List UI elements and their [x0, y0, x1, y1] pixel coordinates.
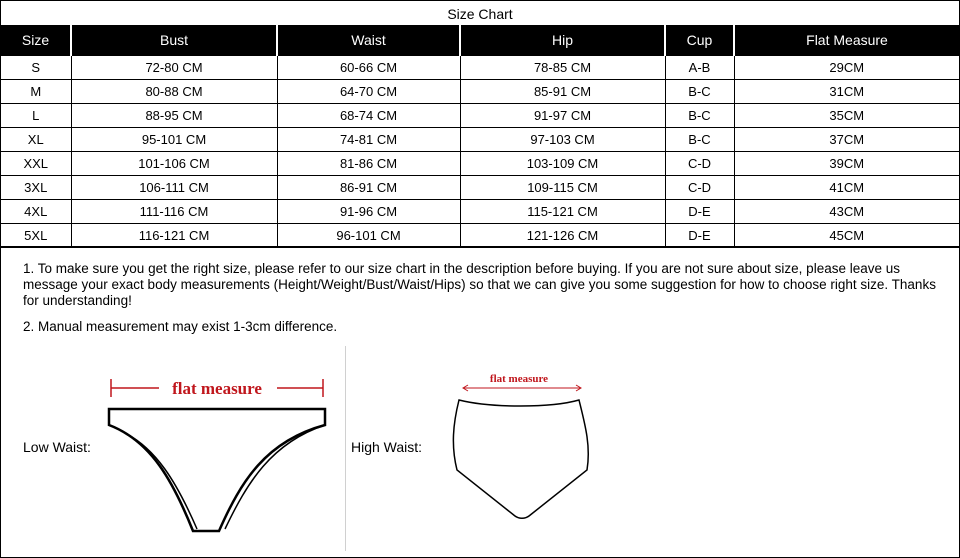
cell-size: XL [1, 128, 71, 152]
table-row [1, 56, 959, 80]
cell-flat-measure: 43CM [734, 200, 959, 224]
cell-flat-measure: 35CM [734, 104, 959, 128]
table-row [1, 152, 959, 176]
cell-cup: C-D [665, 152, 734, 176]
low-waist-brief-illustration [101, 371, 341, 541]
cell-flat-measure: 39CM [734, 152, 959, 176]
header-size: Size [1, 25, 71, 56]
cell-cup: B-C [665, 80, 734, 104]
cell-flat-measure: 45CM [734, 224, 959, 248]
table-row [1, 128, 959, 152]
cell-waist: 91-96 CM [277, 200, 460, 224]
illustration-divider [345, 346, 346, 551]
cell-bust: 101-106 CM [71, 152, 277, 176]
cell-bust: 111-116 CM [71, 200, 277, 224]
cell-size: 5XL [1, 224, 71, 248]
cell-hip: 103-109 CM [460, 152, 665, 176]
header-waist: Waist [277, 25, 460, 56]
cell-size: M [1, 80, 71, 104]
header-bust: Bust [71, 25, 277, 56]
cell-size: 3XL [1, 176, 71, 200]
header-cup: Cup [665, 25, 734, 56]
cell-flat-measure: 37CM [734, 128, 959, 152]
chart-title: Size Chart [447, 6, 513, 22]
low-waist-brief-outline [109, 409, 325, 531]
cell-waist: 86-91 CM [277, 176, 460, 200]
table-row [1, 200, 959, 224]
high-waist-brief-outline [453, 400, 588, 518]
cell-waist: 74-81 CM [277, 128, 460, 152]
notes-section [23, 261, 939, 345]
table-header-row [1, 25, 959, 56]
note-right-size: 1. To make sure you get the right size, please refer to our size chart in the description before buying. If you are not sure about size, please leave us message your exact body measurements (Height/Weight/Bust/Waist/Hips) so that we can give you some suggestion for how to choose right size. Thanks for understanding! [23, 261, 936, 308]
high-waist-measure-line [463, 385, 581, 391]
cell-cup: B-C [665, 104, 734, 128]
cell-flat-measure: 41CM [734, 176, 959, 200]
header-hip: Hip [460, 25, 665, 56]
cell-bust: 116-121 CM [71, 224, 277, 248]
cell-cup: D-E [665, 224, 734, 248]
cell-size: S [1, 56, 71, 80]
cell-flat-measure: 29CM [734, 56, 959, 80]
low-waist-measure-label: flat measure [172, 379, 262, 398]
cell-waist: 60-66 CM [277, 56, 460, 80]
cell-hip: 97-103 CM [460, 128, 665, 152]
cell-waist: 96-101 CM [277, 224, 460, 248]
size-table [1, 25, 959, 248]
table-row [1, 80, 959, 104]
cell-cup: B-C [665, 128, 734, 152]
note-measurement-difference: 2. Manual measurement may exist 1-3cm difference. [23, 319, 338, 334]
cell-hip: 109-115 CM [460, 176, 665, 200]
cell-cup: D-E [665, 200, 734, 224]
high-waist-label: High Waist: [351, 439, 423, 455]
cell-bust: 106-111 CM [71, 176, 277, 200]
cell-hip: 121-126 CM [460, 224, 665, 248]
cell-size: 4XL [1, 200, 71, 224]
low-waist-label: Low Waist: [23, 439, 91, 455]
cell-bust: 72-80 CM [71, 56, 277, 80]
cell-hip: 115-121 CM [460, 200, 665, 224]
cell-cup: A-B [665, 56, 734, 80]
cell-hip: 85-91 CM [460, 80, 665, 104]
cell-bust: 80-88 CM [71, 80, 277, 104]
table-row [1, 176, 959, 200]
table-row [1, 224, 959, 248]
table-bottom-rule [1, 246, 959, 248]
cell-bust: 88-95 CM [71, 104, 277, 128]
cell-size: XXL [1, 152, 71, 176]
cell-size: L [1, 104, 71, 128]
high-waist-measure-label: flat measure [489, 373, 549, 385]
cell-waist: 68-74 CM [277, 104, 460, 128]
cell-hip: 78-85 CM [460, 56, 665, 80]
cell-hip: 91-97 CM [460, 104, 665, 128]
header-flat-measure: Flat Measure [734, 25, 959, 56]
cell-bust: 95-101 CM [71, 128, 277, 152]
cell-flat-measure: 31CM [734, 80, 959, 104]
cell-cup: C-D [665, 176, 734, 200]
high-waist-brief-illustration [441, 366, 601, 526]
cell-waist: 64-70 CM [277, 80, 460, 104]
cell-waist: 81-86 CM [277, 152, 460, 176]
table-row [1, 104, 959, 128]
